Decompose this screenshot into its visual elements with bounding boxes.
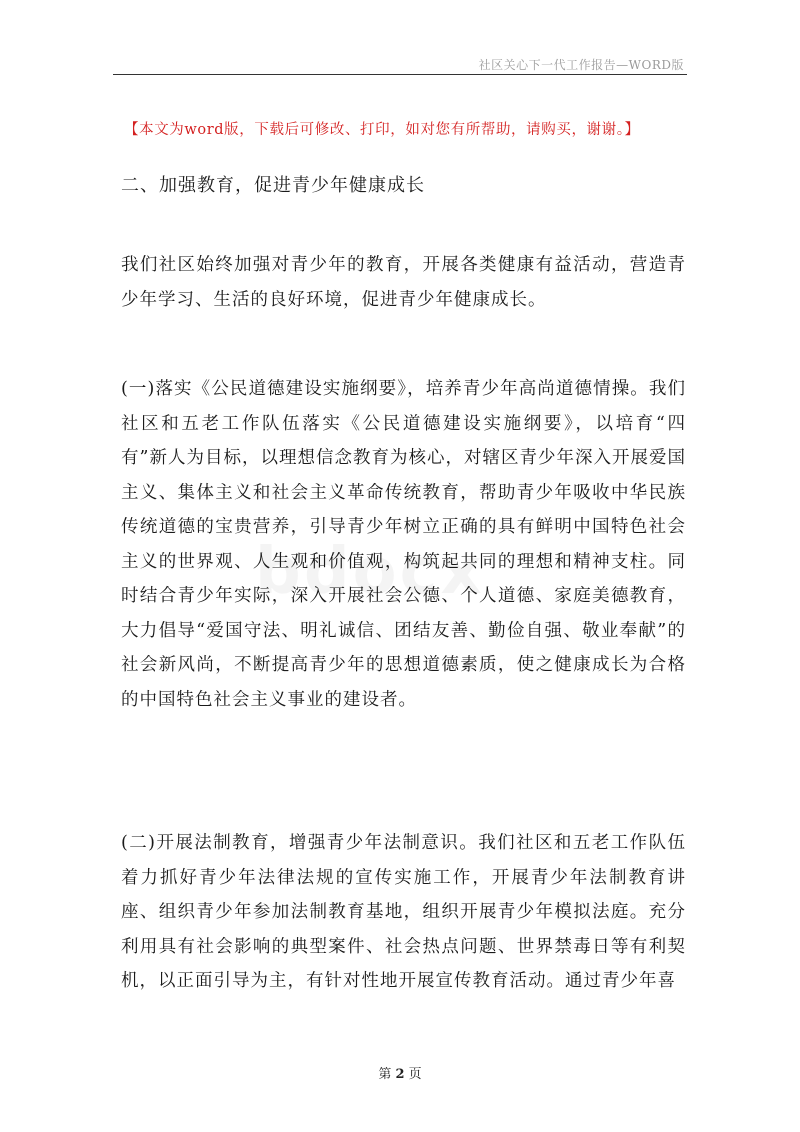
running-header: 社区关心下一代工作报告—WORD版 xyxy=(478,58,684,72)
header-divider xyxy=(113,74,687,75)
section-heading: 二、加强教育，促进青少年健康成长 xyxy=(121,175,425,196)
paragraph-intro: 我们社区始终加强对青少年的教育，开展各类健康有益活动，营造青少年学习、生活的良好环境，促进青少年健康成长。 xyxy=(121,255,686,310)
page-footer xyxy=(0,1063,800,1082)
purchase-notice: 【本文为word版，下载后可修改、打印，如对您有所帮助，请购买，谢谢。】 xyxy=(124,122,640,138)
paragraph-moral-education: (一)落实《公民道德建设实施纲要》，培养青少年高尚道德情操。我们社区和五老工作队伍落实《公民道德建设实施纲要》，以培育“四有”新人为目标，以理想信念教育为核心，对辖区青少年深入开展爱国主义、集体主义和社会主义革命传统教育，帮助青少年吸收中华民族传统道德的宝贵营养，引导青少年树立正确的具有鲜明中国特色社会主义的世界观、人生观和价值观，构筑起共同的理想和精神支柱。同时结合青少年实际，深入开展社会公德、个人道德、家庭美德教育，大力倡导“爱国守法、明礼诚信、团结友善、勤俭自强、敬业奉献”的社会新风尚，不断提高青少年的思想道德素质，使之健康成长为合格的中国特色社会主义事业的建设者。 xyxy=(121,379,686,710)
footer-suffix: 页 xyxy=(408,1067,422,1082)
paragraph-legal-education: (二)开展法制教育，增强青少年法制意识。我们社区和五老工作队伍着力抓好青少年法律法规的宣传实施工作，开展青少年法制教育讲座、组织青少年参加法制教育基地，组织开展青少年模拟法庭。充分利用具有社会影响的典型案件、社会热点问题、世界禁毒日等有利契机，以正面引导为主，有针对性地开展宣传教育活动。通过青少年喜 xyxy=(121,833,686,991)
footer-prefix: 第 xyxy=(378,1067,392,1082)
page-number: 2 xyxy=(395,1067,405,1082)
